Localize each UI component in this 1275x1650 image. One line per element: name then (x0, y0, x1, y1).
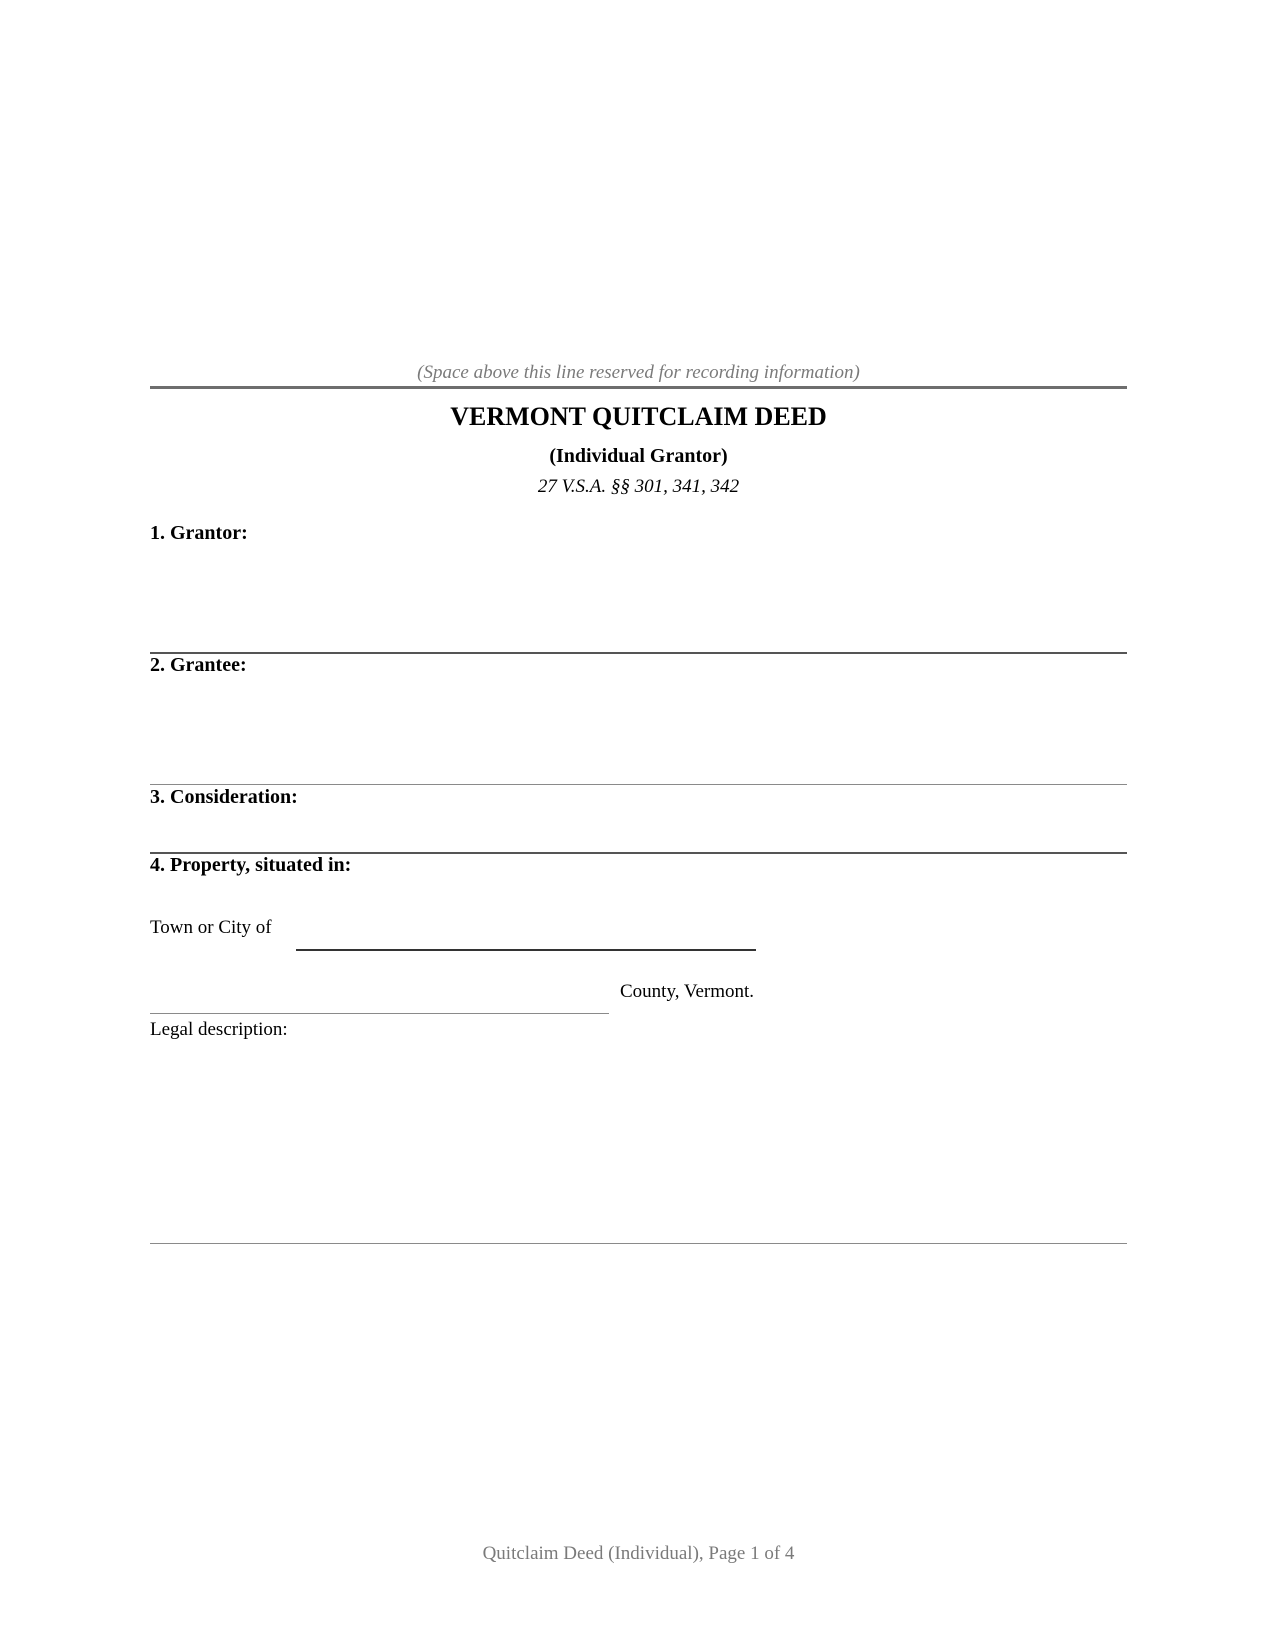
recording-space-divider (150, 386, 1127, 389)
consideration-label: 3. Consideration: (150, 786, 298, 808)
county-field[interactable] (150, 978, 609, 1014)
statute-citation: 27 V.S.A. §§ 301, 341, 342 (537, 476, 740, 497)
legal-description-label: Legal description: (150, 1019, 288, 1040)
town-label: Town or City of (150, 917, 272, 938)
legal-description-field[interactable] (150, 1048, 1127, 1241)
grantee-label: 2. Grantee: (150, 654, 247, 676)
grantee-field[interactable] (150, 682, 1127, 782)
property-label: 4. Property, situated in: (150, 854, 352, 876)
page-footer: Quitclaim Deed (Individual), Page 1 of 4 (482, 1543, 795, 1564)
grantor-label: 1. Grantor: (150, 522, 248, 544)
town-field[interactable] (296, 914, 756, 951)
grantor-divider (150, 652, 1127, 654)
document-title: VERMONT QUITCLAIM DEED (450, 402, 827, 431)
document-subtitle: (Individual Grantor) (549, 445, 728, 467)
consideration-field[interactable] (150, 814, 1127, 850)
county-suffix: County, Vermont. (620, 981, 755, 1002)
grantor-field[interactable] (150, 550, 1127, 650)
legal-description-divider (150, 1243, 1127, 1244)
recording-space-note: (Space above this line reserved for recording information) (417, 362, 860, 383)
